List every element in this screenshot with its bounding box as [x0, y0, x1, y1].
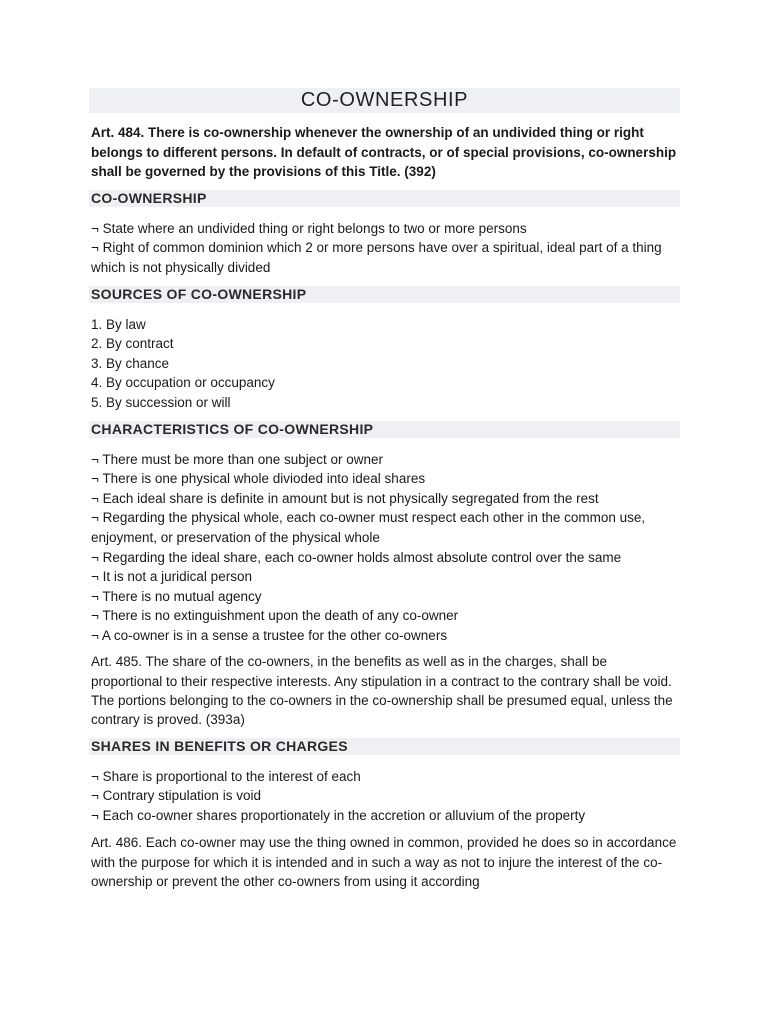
list-item: ¬ There is one physical whole divioded into ideal shares	[91, 471, 426, 487]
document-page	[89, 88, 680, 891]
list-item: ¬ A co-owner is in a sense a trustee for the other co-owners	[91, 627, 448, 643]
list-item: ¬ State where an undivided thing or right belongs to two or more persons	[91, 220, 527, 236]
list-item: ¬ Regarding the ideal share, each co-owner holds almost absolute control over the same	[91, 549, 622, 565]
document-title: CO-OWNERSHIP	[89, 88, 680, 113]
article-486: Art. 486. Each co-owner may use the thing owned in common, provided he does so in accordance with the purpose for which it is intended and in such a way as not to injure the interest of the co-ownership or prevent the other co-owners from using it according	[91, 835, 677, 890]
list-item: ¬ Share is proportional to the interest of each	[91, 768, 361, 784]
list-item: 1. By law	[91, 316, 146, 332]
section-heading-sources: SOURCES OF CO-OWNERSHIP	[89, 286, 680, 303]
list-item: 3. By chance	[91, 355, 170, 371]
list-item: ¬ There must be more than one subject or owner	[91, 451, 384, 467]
section-heading-characteristics: CHARACTERISTICS OF CO-OWNERSHIP	[89, 421, 680, 438]
list-item: ¬ Right of common dominion which 2 or more persons have over a spiritual, ideal part of a thing which is not physically divided	[91, 240, 662, 275]
list-item: 5. By succession or will	[91, 394, 231, 410]
list-item: ¬ Regarding the physical whole, each co-owner must respect each other in the common use, enjoyment, or preservation of the physical whole	[91, 510, 646, 545]
co-ownership-definition-list	[91, 219, 680, 278]
list-item: ¬ Each co-owner shares proportionately in the accretion or alluvium of the property	[91, 807, 586, 823]
list-item: ¬ There is no mutual agency	[91, 588, 262, 604]
characteristics-list	[91, 450, 680, 646]
list-item: ¬ There is no extinguishment upon the death of any co-owner	[91, 608, 459, 624]
sources-list	[91, 315, 680, 413]
article-485: Art. 485. The share of the co-owners, in the benefits as well as in the charges, shall be proportional to their respective interests. Any stipulation in a contract to the contrary shall be void. The portions belonging to the co-owners in the co-ownership shall be presumed equal, unless the contrary is proved. (393a)	[91, 654, 673, 728]
list-item: 4. By occupation or occupancy	[91, 375, 275, 391]
list-item: 2. By contract	[91, 336, 174, 352]
article-484: Art. 484. There is co-ownership whenever the ownership of an undivided thing or right belongs to different persons. In default of contracts, or of special provisions, co-ownership shall be governed by the provisions of this Title. (392)	[91, 125, 677, 180]
section-heading-shares: SHARES IN BENEFITS OR CHARGES	[89, 738, 680, 755]
section-heading-co-ownership: CO-OWNERSHIP	[89, 190, 680, 207]
list-item: ¬ Contrary stipulation is void	[91, 788, 261, 804]
list-item: ¬ It is not a juridical person	[91, 569, 252, 585]
shares-list	[91, 767, 680, 826]
list-item: ¬ Each ideal share is definite in amount but is not physically segregated from the rest	[91, 490, 599, 506]
